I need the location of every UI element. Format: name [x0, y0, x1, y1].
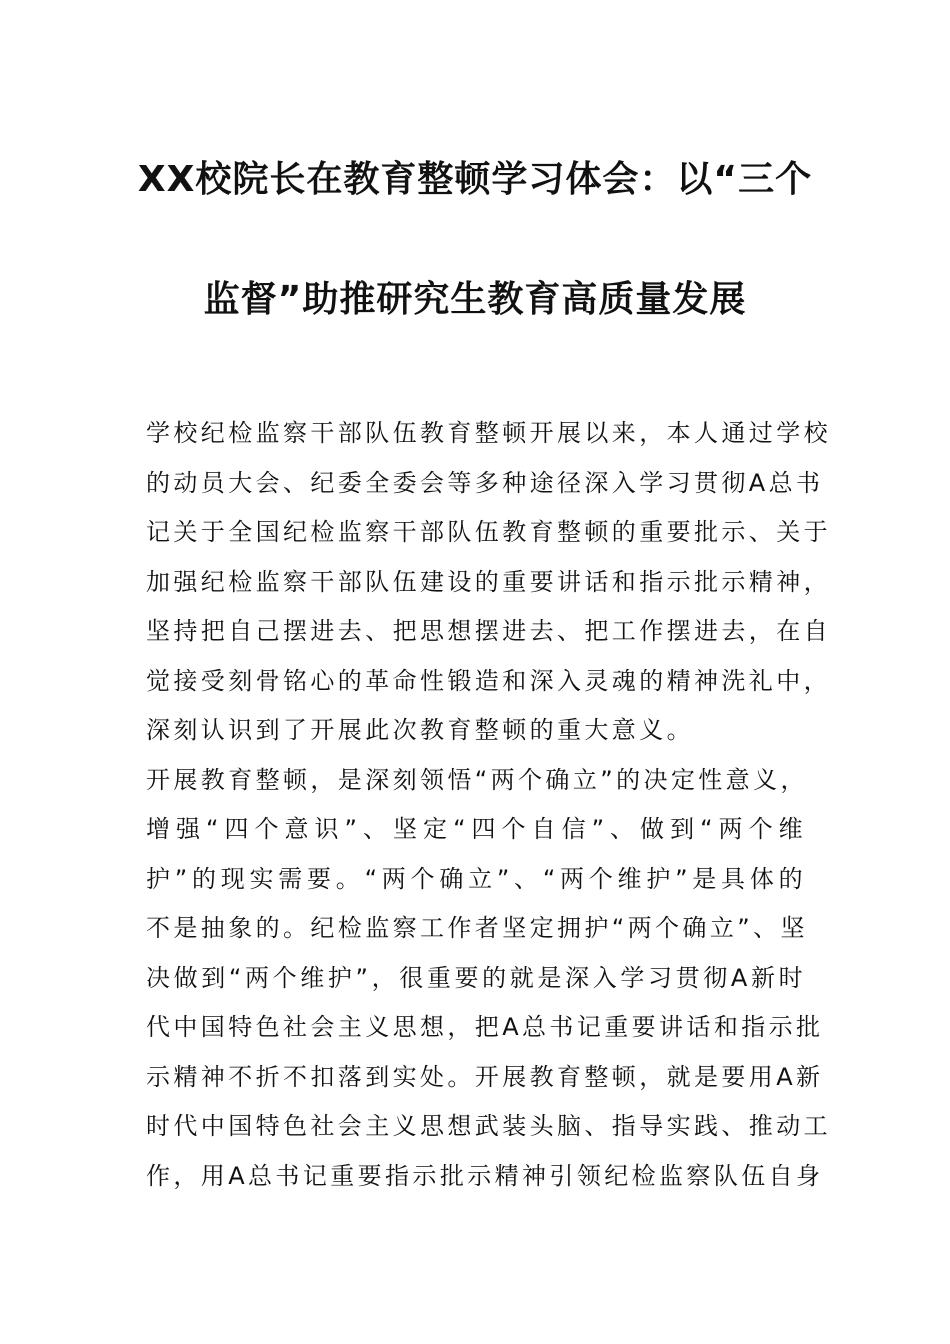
body-line: 代中国特色社会主义思想，把A总书记重要讲话和指示批 [146, 1013, 824, 1041]
document-title-line-1: XX校院长在教育整顿学习体会：以“三个 [137, 159, 813, 200]
body-line: 觉接受刻骨铭心的革命性锻造和深入灵魂的精神洗礼中， [146, 666, 831, 695]
body-line: 学校纪检监察干部队伍教育整顿开展以来，本人通过学校 [146, 419, 831, 447]
body-line: 的动员大会、纪委全委会等多种途径深入学习贯彻A总书 [146, 468, 824, 497]
body-line: 增强“四个意识”、坚定“四个自信”、做到“两个维 [146, 815, 806, 843]
paragraph-2 [146, 756, 831, 1202]
body-line: 决做到“两个维护”，很重要的就是深入学习贯彻A新时 [146, 963, 806, 992]
body-line: 深刻认识到了开展此次教育整顿的重大意义。 [146, 716, 694, 744]
body-line: 加强纪检监察干部队伍建设的重要讲话和指示批示精神， [146, 567, 831, 596]
body-line: 记关于全国纪检监察干部队伍教育整顿的重要批示、关于 [146, 518, 831, 546]
body-line: 开展教育整顿，是深刻领悟“两个确立”的决定性意义， [146, 765, 808, 794]
body-line: 坚持把自己摆进去、把思想摆进去、把工作摆进去，在自 [146, 617, 831, 645]
body-line: 示精神不折不扣落到实处。开展教育整顿，就是要用A新 [146, 1062, 824, 1091]
document-title-line-2: 监督”助推研究生教育高质量发展 [203, 279, 747, 320]
body-line: 不是抽象的。纪检监察工作者坚定拥护“两个确立”、坚 [146, 914, 808, 942]
body-line: 护”的现实需要。“两个确立”、“两个维护”是具体的 [146, 864, 806, 893]
paragraph-1 [146, 409, 831, 756]
document-body [146, 409, 831, 1201]
body-line: 时代中国特色社会主义思想武装头脑、指导实践、推动工 [146, 1112, 831, 1140]
body-line: 作，用A总书记重要指示批示精神引领纪检监察队伍自身 [146, 1161, 824, 1190]
